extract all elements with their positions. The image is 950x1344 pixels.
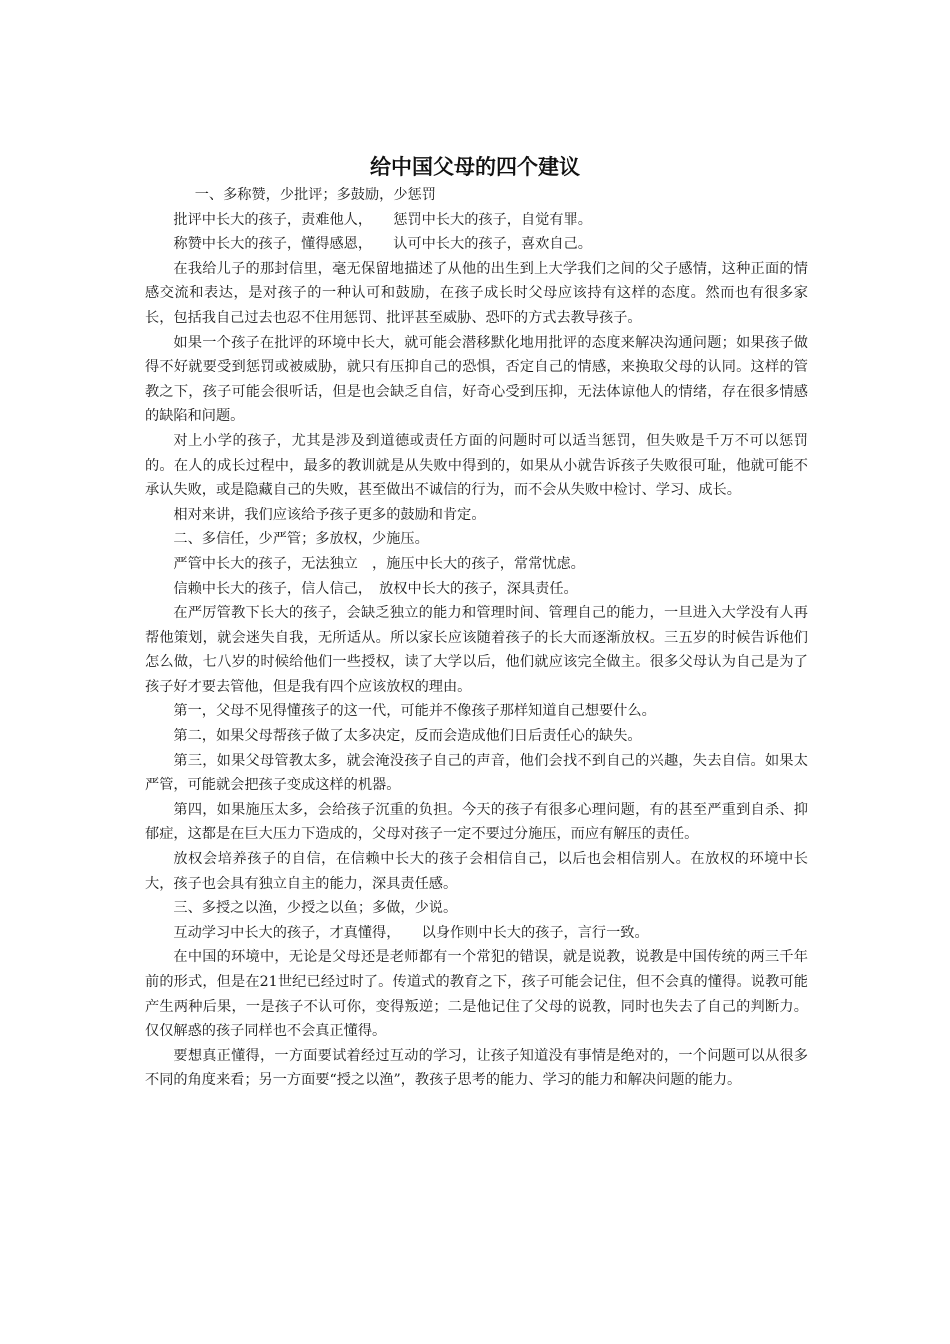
section-heading-1: 一、多称赞，少批评；多鼓励，少惩罚 xyxy=(194,187,436,203)
section-heading-2: 二、多信任，少严管；多放权，少施压。 xyxy=(173,531,429,548)
verse-line: 称赞中长大的孩子，懂得感恩， 认可中长大的孩子，喜欢自己。 xyxy=(173,236,592,253)
body-paragraph: 第二，如果父母帮孩子做了太多决定，反而会造成他们日后责任心的缺失。 xyxy=(173,728,642,745)
verse-line: 批评中长大的孩子，责难他人， 惩罚中长大的孩子，自觉有罪。 xyxy=(173,211,592,228)
body-paragraph: 如果一个孩子在批评的环境中长大，就可能会潜移默化地用批评的态度来解决沟通问题；如果孩子做得不好就要受到惩罚或被威胁，就只有压抑自己的恐惧，否定自己的情感，来换取父母的认同。这样的管教之下，孩子可能会很听话，但是也会缺乏自信，好奇心受到压抑，无法体谅他人的情绪，存在很多情感的缺陷和问题。 xyxy=(145,334,808,425)
body-paragraph: 第四，如果施压太多，会给孩子沉重的负担。今天的孩子有很多心理问题，有的甚至严重到自杀、抑郁症，这都是在巨大压力下造成的，父母对孩子一定不要过分施压，而应有解压的责任。 xyxy=(145,801,808,843)
body-paragraph: 第一，父母不见得懂孩子的这一代，可能并不像孩子那样知道自己想要什么。 xyxy=(173,703,656,720)
body-paragraph: 放权会培养孩子的自信，在信赖中长大的孩子会相信自己，以后也会相信别人。在放权的环境中长大，孩子也会具有独立自主的能力，深具责任感。 xyxy=(145,851,808,892)
document-body xyxy=(145,183,808,1093)
section-heading-3: 三、多授之以渔，少授之以鱼；多做，少说。 xyxy=(173,900,458,917)
body-paragraph: 第三，如果父母管教太多，就会淹没孩子自己的声音，他们会找不到自己的兴趣，失去自信。如果太严管，可能就会把孩子变成这样的机器。 xyxy=(145,752,808,794)
body-paragraph: 在中国的环境中，无论是父母还是老师都有一个常犯的错误，就是说教，说教是中国传统的两三千年前的形式，但是在21世纪已经过时了。传道式的教育之下，孩子可能会记住，但不会真的懂得。说教可能产生两种后果，一是孩子不认可你，变得叛逆；二是他记住了父母的说教，同时也失去了自己的判断力。仅仅解惑的孩子同样也不会真正懂得。 xyxy=(145,949,808,1040)
body-paragraph: 对上小学的孩子，尤其是涉及到道德或责任方面的问题时可以适当惩罚，但失败是千万不可以惩罚的。在人的成长过程中，最多的教训就是从失败中得到的，如果从小就告诉孩子失败很可耻，他就可能不承认失败，或是隐藏自己的失败，甚至做出不诚信的行为，而不会从失败中检讨、学习、成长。 xyxy=(145,432,808,499)
body-paragraph: 相对来讲，我们应该给予孩子更多的鼓励和肯定。 xyxy=(173,506,486,523)
verse-line: 互动学习中长大的孩子，才真懂得， 以身作则中长大的孩子，言行一致。 xyxy=(173,924,649,941)
verse-line: 严管中长大的孩子，无法独立 ，施压中长大的孩子，常常忧虑。 xyxy=(173,555,585,572)
body-paragraph: 要想真正懂得，一方面要试着经过互动的学习，让孩子知道没有事情是绝对的，一个问题可以从很多不同的角度来看；另一方面要“授之以渔”，教孩子思考的能力、学习的能力和解决问题的能力。 xyxy=(145,1047,808,1089)
body-paragraph: 在严厉管教下长大的孩子，会缺乏独立的能力和管理时间、管理自己的能力，一旦进入大学没有人再帮他策划，就会迷失自我，无所适从。所以家长应该随着孩子的长大而逐渐放权。三五岁的时候告诉他们怎么做，七八岁的时候给他们一些授权，读了大学以后，他们就应该完全做主。很多父母认为自己是为了孩子好才要去管他，但是我有四个应该放权的理由。 xyxy=(145,605,808,695)
verse-line: 信赖中长大的孩子，信人信己， 放权中长大的孩子，深具责任。 xyxy=(173,580,578,597)
body-paragraph: 在我给儿子的那封信里，毫无保留地描述了从他的出生到上大学我们之间的父子感情，这种正面的情感交流和表达，是对孩子的一种认可和鼓励，在孩子成长时父母应该持有这样的态度。然而也有很多家长，包括我自己过去也忍不住用惩罚、批评甚至威胁、恐吓的方式去教导孩子。 xyxy=(145,260,808,326)
document-title: 给中国父母的四个建议 xyxy=(370,155,580,179)
